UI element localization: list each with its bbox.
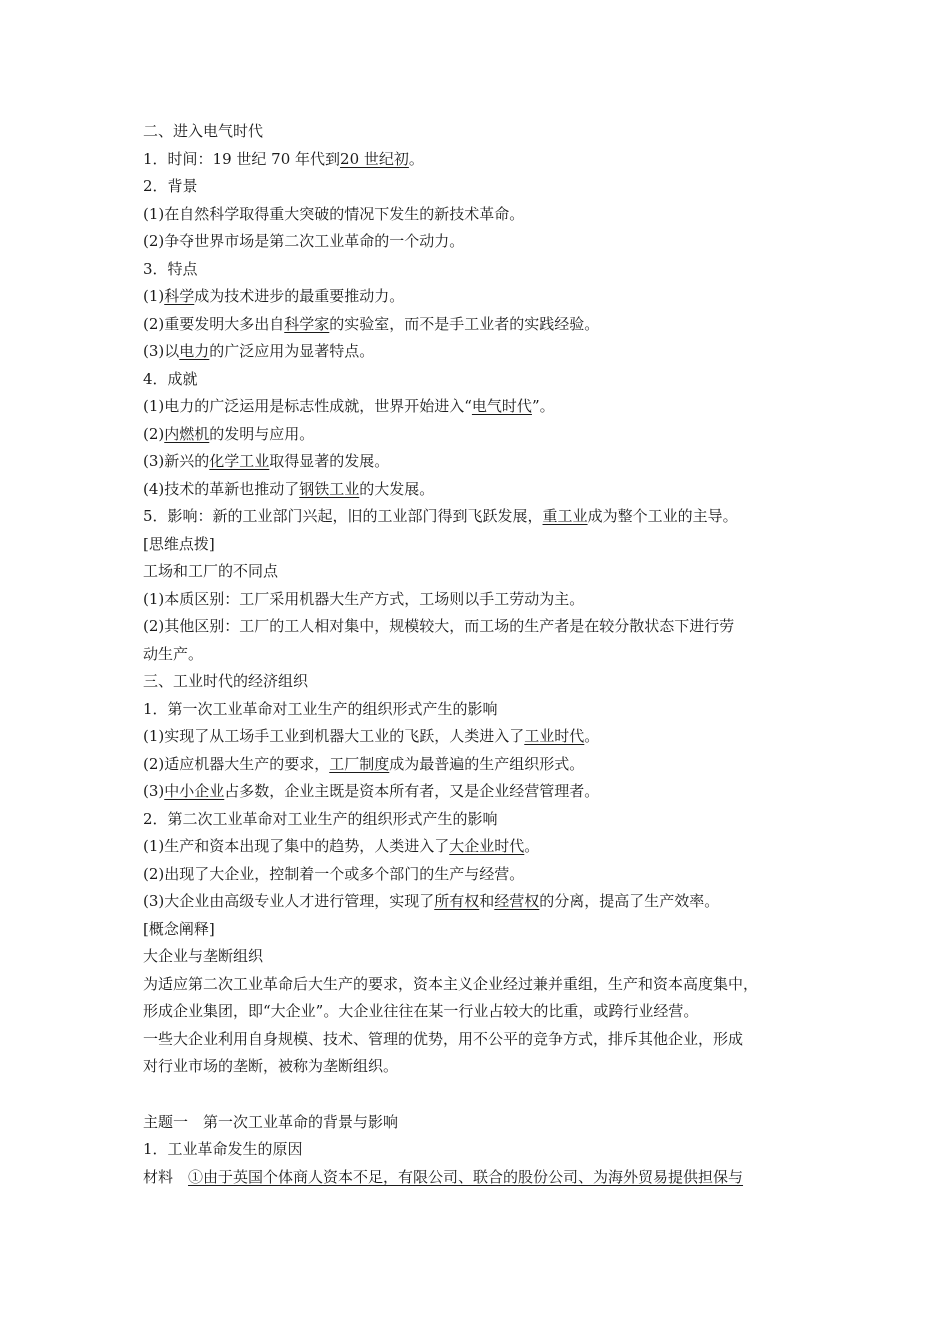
text-segment: (3)大企业由高级专业人才进行管理，实现了	[143, 892, 435, 910]
text-line	[143, 998, 823, 1026]
text-line	[143, 1164, 823, 1192]
text-line	[143, 201, 823, 229]
text-segment: 的广泛应用为显著特点。	[209, 342, 375, 360]
text-segment: 二、进入电气时代	[143, 122, 264, 140]
text-segment: 成为技术进步的最重要推动力。	[194, 287, 405, 305]
text-line	[143, 833, 823, 861]
text-line	[143, 476, 823, 504]
text-segment: 1．第一次工业革命对工业生产的组织形式产生的影响	[143, 699, 498, 718]
text-segment: 成为整个工业的主导。	[587, 507, 738, 525]
text-line	[143, 1136, 823, 1164]
text-segment: 取得显著的发展。	[269, 452, 390, 470]
text-segment: 工场和工厂的不同点	[143, 562, 279, 580]
text-segment: (2)争夺世界市场是第二次工业革命的一个动力。	[143, 232, 465, 250]
text-segment: 为适应第二次工业革命后大生产的要求，资本主义企业经过兼并重组，生产和资本高度集中，	[143, 974, 759, 993]
text-line	[143, 696, 823, 724]
text-segment: 2．第二次工业革命对工业生产的组织形式产生的影响	[143, 809, 498, 828]
underlined-answer: 中小企业	[164, 782, 225, 800]
underlined-answer: 电气时代	[471, 397, 532, 415]
text-line	[143, 751, 823, 779]
text-line	[143, 173, 823, 201]
text-segment: 主题一 第一次工业革命的背景与影响	[143, 1112, 399, 1131]
text-segment: (4)技术的革新也推动了	[143, 479, 300, 498]
text-segment: 1．工业革命发生的原因	[143, 1140, 303, 1158]
underlined-answer: 大企业时代	[449, 837, 525, 855]
text-line	[143, 366, 823, 394]
text-line	[143, 723, 823, 751]
text-line	[143, 146, 823, 174]
document-page	[143, 118, 823, 1191]
text-segment: (3)以	[143, 342, 180, 360]
text-segment: 占多数，企业主既是资本所有者，又是企业经营管理者。	[224, 782, 600, 800]
text-segment: 的发明与应用。	[209, 424, 315, 443]
text-segment: 一些大企业利用自身规模、技术、管理的优势，用不公平的竞争方式，排斥其他企业，形成	[143, 1029, 744, 1048]
text-line	[143, 256, 823, 284]
text-line	[143, 338, 823, 366]
text-segment: 和	[479, 892, 495, 910]
text-segment: 。	[584, 727, 600, 745]
underlined-answer: 重工业	[542, 507, 588, 525]
text-segment: 的分离，提高了生产效率。	[539, 892, 720, 910]
text-line	[143, 613, 823, 641]
text-segment: 。	[408, 149, 424, 168]
text-segment: 大企业与垄断组织	[143, 947, 264, 965]
text-line	[143, 586, 823, 614]
text-segment: (2)	[143, 424, 165, 443]
text-line	[143, 448, 823, 476]
text-segment: (3)新兴的	[143, 452, 210, 470]
text-segment: (1)	[143, 287, 165, 305]
text-segment: 动生产。	[143, 644, 204, 663]
text-segment: 2．背景	[143, 177, 198, 195]
underlined-answer: 所有权	[434, 892, 480, 910]
text-segment: (2)出现了大企业，控制着一个或多个部门的生产与经营。	[143, 864, 525, 883]
text-line	[143, 1109, 823, 1137]
text-line	[143, 393, 823, 421]
text-segment: (1)电力的广泛运用是标志性成就，世界开始进入“	[143, 397, 472, 415]
text-line	[143, 916, 823, 944]
text-segment: 3．特点	[143, 259, 198, 278]
text-segment: (1)在自然科学取得重大突破的情况下发生的新技术革命。	[143, 204, 525, 223]
text-segment: (2)适应机器大生产的要求，	[143, 754, 330, 773]
text-line	[143, 283, 823, 311]
text-line	[143, 668, 823, 696]
text-line	[143, 943, 823, 971]
underlined-answer: 工厂制度	[329, 754, 390, 773]
underlined-answer: 科学家	[284, 314, 330, 333]
underlined-answer: 钢铁工业	[299, 479, 360, 498]
text-line	[143, 118, 823, 146]
text-segment: [思维点拨]	[143, 534, 215, 553]
text-line	[143, 558, 823, 586]
text-segment: 三、工业时代的经济组织	[143, 672, 309, 690]
text-line	[143, 421, 823, 449]
text-segment: ”。	[531, 397, 555, 415]
text-segment: 4．成就	[143, 369, 198, 388]
underlined-answer: 20 世纪初	[340, 149, 409, 168]
underlined-answer: 内燃机	[164, 424, 210, 443]
text-line	[143, 503, 823, 531]
underlined-answer: ①由于英国个体商人资本不足，有限公司、联合的股份公司、为海外贸易提供担保与	[188, 1167, 744, 1186]
text-line	[143, 641, 823, 669]
text-segment: (2)其他区别：工厂的工人相对集中，规模较大，而工场的生产者是在较分散状态下进行劳	[143, 617, 735, 635]
text-line	[143, 531, 823, 559]
text-line	[143, 1053, 823, 1081]
text-line	[143, 971, 823, 999]
paragraph-gap	[143, 1081, 823, 1109]
underlined-answer: 工业时代	[524, 727, 585, 745]
text-line	[143, 228, 823, 256]
text-segment: 的大发展。	[359, 479, 435, 498]
text-line	[143, 861, 823, 889]
text-segment: 成为最普遍的生产组织形式。	[389, 754, 585, 773]
text-line	[143, 311, 823, 339]
text-line	[143, 778, 823, 806]
text-segment: 5．影响：新的工业部门兴起，旧的工业部门得到飞跃发展，	[143, 507, 543, 525]
text-line	[143, 806, 823, 834]
text-segment: 1．时间：19 世纪 70 年代到	[143, 149, 341, 168]
underlined-answer: 经营权	[494, 892, 540, 910]
text-segment: (2)重要发明大多出自	[143, 314, 285, 333]
text-segment: 。	[524, 837, 540, 855]
text-segment: [概念阐释]	[143, 919, 215, 938]
text-segment: (1)本质区别：工厂采用机器大生产方式，工场则以手工劳动为主。	[143, 589, 585, 608]
text-segment: 的实验室，而不是手工业者的实践经验。	[329, 314, 600, 333]
text-segment: (1)实现了从工场手工业到机器大工业的飞跃，人类进入了	[143, 727, 525, 745]
text-segment: (1)生产和资本出现了集中的趋势，人类进入了	[143, 837, 450, 855]
underlined-answer: 科学	[164, 287, 195, 305]
underlined-answer: 化学工业	[209, 452, 270, 470]
text-line	[143, 888, 823, 916]
text-segment: 对行业市场的垄断，被称为垄断组织。	[143, 1057, 399, 1075]
underlined-answer: 电力	[179, 342, 210, 360]
text-segment: (3)	[143, 782, 165, 800]
text-segment: 材料	[143, 1167, 189, 1186]
text-line	[143, 1026, 823, 1054]
text-segment: 形成企业集团，即“大企业”。大企业往往在某一行业占较大的比重，或跨行业经营。	[143, 1002, 699, 1020]
